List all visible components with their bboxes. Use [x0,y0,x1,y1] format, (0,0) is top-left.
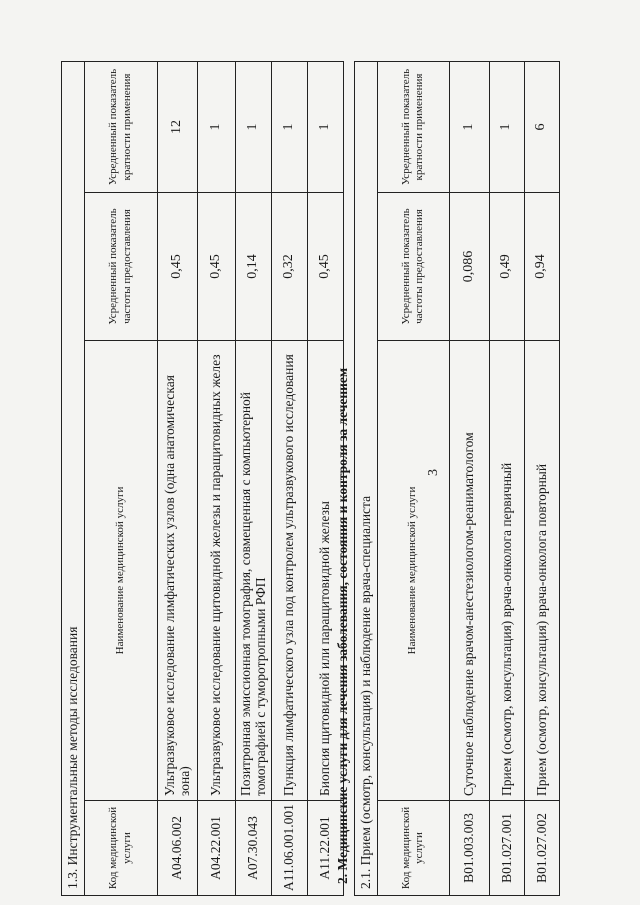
frequency-value: 0,94 [524,193,559,341]
header-frequency: Усредненный показатель частоты предоставления [377,193,449,341]
service-name: Биопсия щитовидной или паращитовидной железы [307,341,343,801]
table-specialist-consultations [354,61,560,896]
subsection-title: 2.1. Прием (осмотр, консультация) и наблюдение врача-специалиста [355,61,378,895]
frequency-value: 0,45 [307,193,343,341]
frequency-value: 0,45 [157,193,197,341]
table-row [449,61,489,895]
service-code: A11.22.001 [307,801,343,896]
service-code: A11.06.001.001 [271,801,307,896]
header-multiplicity: Усредненный показатель кратности применения [377,61,449,192]
service-code: B01.027.001 [489,801,524,896]
service-code: A04.06.002 [157,801,197,896]
multiplicity-value: 1 [307,61,343,192]
multiplicity-value: 1 [235,61,271,192]
service-name: Ультразвуковое исследование щитовидной железы и паращитовидных желез [197,341,235,801]
frequency-value: 0,32 [271,193,307,341]
service-code: B01.003.003 [449,801,489,896]
header-name: Наименование медицинской услуги [377,341,449,801]
section-title: 1.3. Инструментальные методы исследования [62,61,85,895]
service-name: Прием (осмотр, консультация) врача-онколога повторный [524,341,559,801]
table-row [157,61,197,895]
table-row [271,61,307,895]
service-code: B01.027.002 [524,801,559,896]
table-instrumental-methods [61,61,344,896]
header-frequency: Усредненный показатель частоты предоставления [84,193,157,341]
service-name: Пункция лимфатического узла под контролем ультразвукового исследования [271,341,307,801]
frequency-value: 0,086 [449,193,489,341]
frequency-value: 0,14 [235,193,271,341]
service-name: Прием (осмотр, консультация) врача-онколога первичный [489,341,524,801]
header-code: Код медицинской услуги [377,801,449,896]
service-name: Ультразвуковое исследование лимфатических узлов (одна анатомическая зона) [157,341,197,801]
table-row [524,61,559,895]
service-code: A07.30.043 [235,801,271,896]
service-name: Позитронная эмиссионная томография, совмещенная с компьютерной томографией с туморотропными РФП [235,341,271,801]
header-name: Наименование медицинской услуги [84,341,157,801]
header-code: Код медицинской услуги [84,801,157,896]
multiplicity-value: 1 [489,61,524,192]
multiplicity-value: 12 [157,61,197,192]
service-code: A04.22.001 [197,801,235,896]
rotated-content [8,36,598,896]
section-heading: 2. Медицинские услуги для лечения заболевания, состояния и контроля за лечением [335,367,350,884]
table-row [489,61,524,895]
page-number: 3 [426,469,441,476]
table-row [235,61,271,895]
frequency-value: 0,45 [197,193,235,341]
header-multiplicity: Усредненный показатель кратности применения [84,61,157,192]
frequency-value: 0,49 [489,193,524,341]
multiplicity-value: 1 [449,61,489,192]
multiplicity-value: 1 [197,61,235,192]
table-row [197,61,235,895]
multiplicity-value: 6 [524,61,559,192]
service-name: Суточное наблюдение врачом-анестезиологом-реаниматологом [449,341,489,801]
multiplicity-value: 1 [271,61,307,192]
